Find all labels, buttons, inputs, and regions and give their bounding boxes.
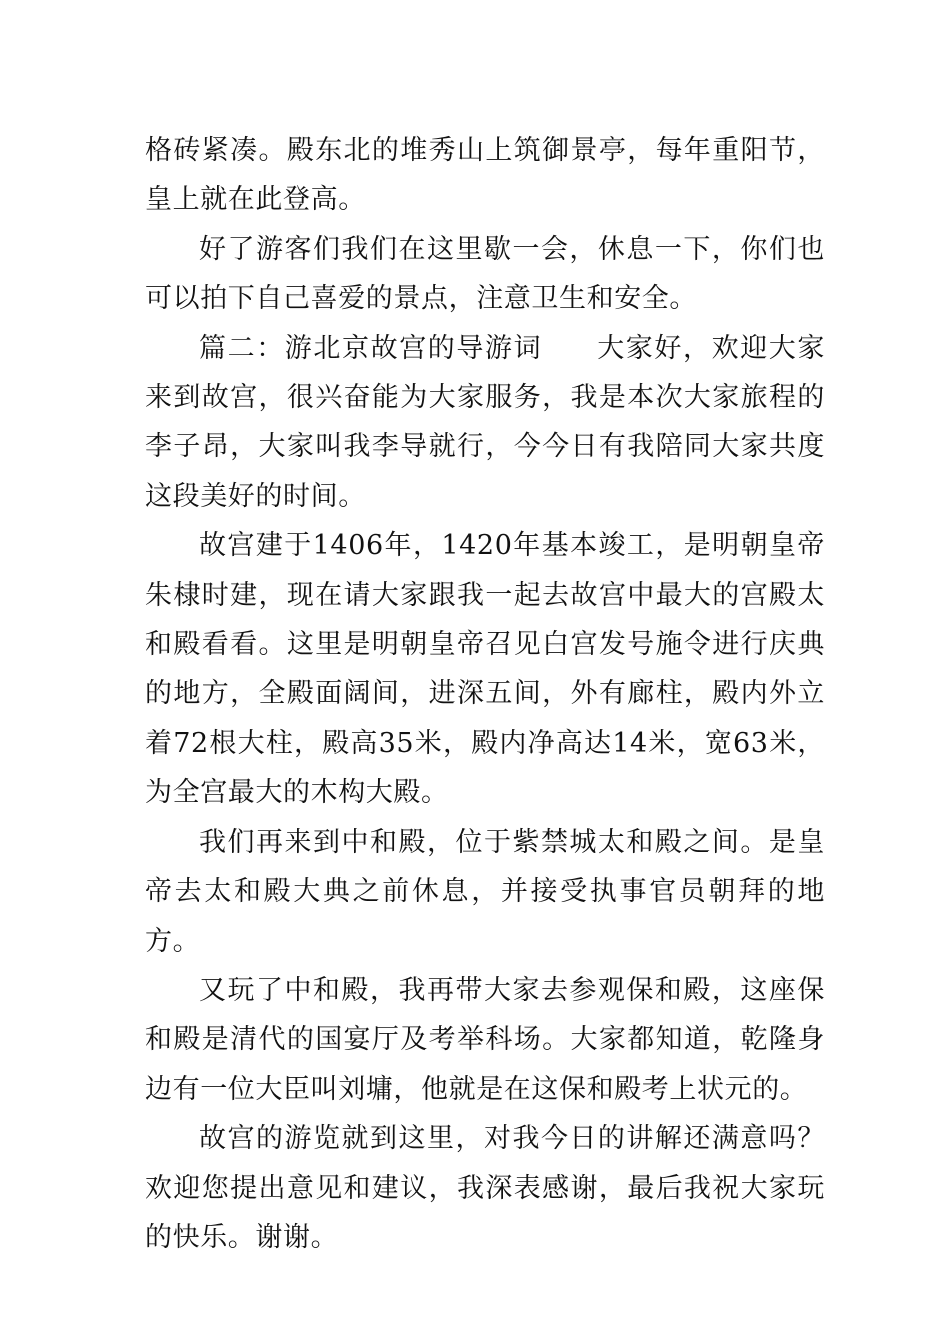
paragraph-closing: 故宫的游览就到这里，对我今日的讲解还满意吗？欢迎您提出意见和建议，我深表感谢，最后我祝大家玩的快乐。谢谢。 xyxy=(145,1123,825,1253)
paragraph-section-two-intro xyxy=(145,324,825,522)
paragraph-zhonghe-hall: 我们再来到中和殿，位于紫禁城太和殿之间。是皇帝去太和殿大典之前休息，并接受执事官员朝拜的地方。 xyxy=(145,826,825,957)
paragraph-taihe-hall: 故宫建于1406年，1420年基本竣工，是明朝皇帝朱棣时建，现在请大家跟我一起去故宫中最大的宫殿太和殿看看。这里是明朝皇帝召见白宫发号施令进行庆典的地方，全殿面阔间，进深五间，外有廊柱，殿内外立着72根大柱，殿高35米，殿内净高达14米，宽63米，为全宫最大的木构大殿。 xyxy=(145,530,825,809)
paragraph-continuation: 格砖紧凑。殿东北的堆秀山上筑御景亭，每年重阳节，皇上就在此登高。 xyxy=(145,135,825,216)
section-intro-text: 大家好，欢迎大家来到故宫，很兴奋能为大家服务，我是本次大家旅程的李子昂，大家叫我李导就行，今今日有我陪同大家共度这段美好的时间。 xyxy=(145,332,825,512)
paragraph-baohe-hall: 又玩了中和殿，我再带大家去参观保和殿，这座保和殿是清代的国宴厅及考举科场。大家都知道，乾隆身边有一位大臣叫刘墉，他就是在这保和殿考上状元的。 xyxy=(145,974,825,1105)
section-heading: 篇二：游北京故宫的导游词 xyxy=(199,332,543,364)
document-body xyxy=(145,126,825,1262)
paragraph-rest-reminder: 好了游客们我们在这里歇一会，休息一下，你们也可以拍下自己喜爱的景点，注意卫生和安全。 xyxy=(145,233,825,315)
